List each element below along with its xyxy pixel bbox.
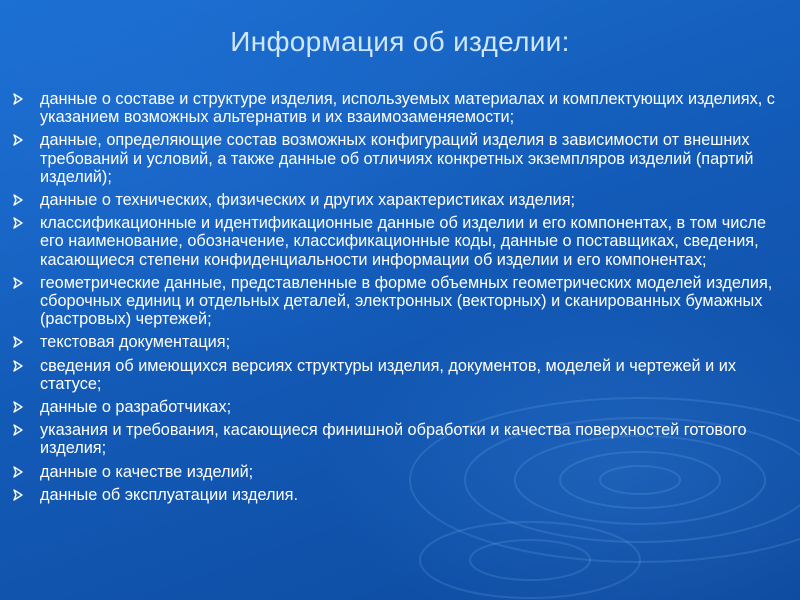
bullet-text: данные, определяющие состав возможных конфигураций изделия в зависимости от внешних требований и условий, а также данные об отличиях конкретных экземпляров изделий (партий изделий);: [40, 131, 754, 186]
bullet-item: [12, 274, 788, 329]
arrow-right-icon: [12, 421, 26, 439]
bullet-text: указания и требования, касающиеся финишной обработки и качества поверхностей готового изделия;: [40, 421, 747, 458]
bullet-text: данные о технических, физических и других характеристиках изделия;: [40, 191, 576, 210]
bullet-item: [12, 131, 788, 186]
arrow-right-icon: [12, 191, 26, 209]
arrow-right-icon: [12, 463, 26, 481]
bullet-text: классификационные и идентификационные данные об изделии и его компонентах, в том числе его наименование, обозначение, классификационные коды, данные о поставщиках, сведения, касающиеся степени конфиденциальности информации об изделии и его компонентах;: [40, 214, 767, 269]
arrow-right-icon: [12, 357, 26, 375]
bullet-item: [12, 463, 788, 481]
bullet-text: текстовая документация;: [40, 333, 231, 352]
slide-title: Информация об изделии:: [230, 26, 570, 57]
bullet-item: [12, 214, 788, 269]
arrow-right-icon: [12, 90, 26, 108]
bullet-item: [12, 421, 788, 457]
bullet-list: [12, 90, 788, 509]
bullet-item: [12, 333, 788, 351]
bullet-text: геометрические данные, представленные в форме объемных геометрических моделей изделия, сборочных единиц и отдельных деталей, электронных (векторных) и сканированных бумажных (растровых) чертежей;: [40, 273, 773, 329]
bullet-item: [12, 398, 788, 416]
arrow-right-icon: [12, 274, 26, 292]
bullet-text: данные о качестве изделий;: [40, 462, 254, 481]
arrow-right-icon: [12, 398, 26, 416]
arrow-right-icon: [12, 131, 26, 149]
bullet-item: [12, 357, 788, 393]
bullet-item: [12, 90, 788, 126]
bullet-text: данные об эксплуатации изделия.: [40, 485, 298, 504]
bullet-text: сведения об имеющихся версиях структуры изделия, документов, моделей и чертежей и их статусе;: [40, 356, 737, 393]
arrow-right-icon: [12, 486, 26, 504]
bullet-text: данные о разработчиках;: [40, 398, 232, 417]
arrow-right-icon: [12, 333, 26, 351]
bullet-item: [12, 191, 788, 209]
bullet-text: данные о составе и структуре изделия, используемых материалах и комплектующих изделиях, с указанием возможных альтернатив и их взаимозаменяемости;: [40, 90, 775, 127]
bullet-item: [12, 486, 788, 504]
arrow-right-icon: [12, 214, 26, 232]
